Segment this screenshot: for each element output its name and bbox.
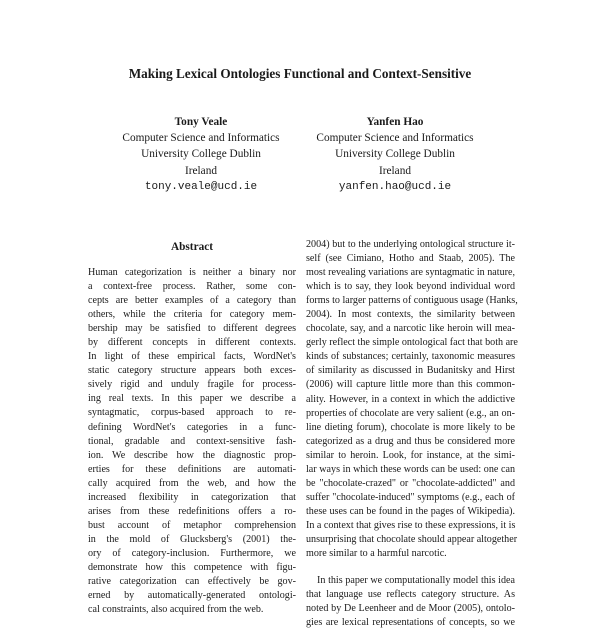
text-line: chocolate, say, and a narcotic like heroin will mea- [306, 323, 515, 335]
text-line: defining WordNet's categories in a func- [88, 421, 296, 433]
text-line: rative categorization can effectively be gov- [88, 576, 296, 588]
author-country: Ireland [185, 164, 217, 177]
text-line: bust account of metaphor comprehension [88, 519, 296, 531]
text-line: bership may be satisfied to different degrees [88, 323, 296, 335]
text-line: more similar to a harmful narcotic. [306, 548, 447, 560]
text-line: cally acquired from the web, and how the [88, 477, 296, 489]
text-line: 2004). In most contexts, the similarity between [306, 309, 515, 321]
text-line: noted by De Leenheer and de Moor (2005), ontolo- [306, 603, 515, 615]
text-line: kinds of substances; certainly, taxonomic measures [306, 351, 515, 363]
text-line: syntagmatic, corpus-based approach to re- [88, 407, 296, 419]
text-line: line dieting forum), chocolate is more likely to be [306, 421, 515, 433]
text-line: ality. However, in a context in which the addictive [306, 393, 515, 405]
author-name: Tony Veale [174, 116, 228, 128]
text-line: erned by automatically-generated ontologi- [88, 590, 296, 602]
text-line: In this paper we computationally model this idea [317, 575, 515, 587]
text-line: (2006) will capture little more than this common- [306, 379, 515, 391]
text-line: sively rigid and unduly fragile for process- [88, 379, 296, 391]
text-line: increased flexibility in categorization that [88, 491, 296, 503]
abstract-heading: Abstract [170, 241, 214, 253]
text-line: arises from these redefinitions offers a ro- [88, 505, 296, 517]
author-email: tony.veale@ucd.ie [144, 180, 258, 193]
text-line: cal constraints, also acquired from the web. [88, 604, 264, 616]
author-university: University College Dublin [335, 148, 455, 161]
text-line: Human categorization is neither a binary nor [88, 267, 296, 278]
text-line: forms to larger patterns of contiguous usage (Hanks, [306, 295, 518, 307]
text-line: properties of chocolate are very salient (e.g., an on- [306, 407, 515, 419]
text-line: gerly reflect the simple ontological fact that both are [306, 337, 518, 349]
author-block [96, 114, 306, 195]
text-line: ory of category-inclusion. Furthermore, we [88, 547, 296, 559]
text-line: ing real texts. In this paper we describe a [88, 393, 296, 405]
text-line: In a context that gives rise to these expressions, it is [306, 519, 516, 531]
author-country: Ireland [379, 164, 411, 177]
text-line: that language use reflects category structure. As [306, 589, 515, 601]
author-affiliation: Computer Science and Informatics [316, 132, 474, 145]
text-line: ion. We describe how the diagnostic prop- [88, 449, 296, 461]
author-university: University College Dublin [141, 148, 261, 161]
text-line: be "chocolate-crazed" or "chocolate-addicted" and [306, 477, 515, 489]
text-line: similar to heroin. Look, for instance, at the simi- [306, 449, 515, 461]
abstract-body [88, 266, 296, 617]
text-line: a context-free process. Rather, some con- [88, 281, 296, 293]
paper-title: Making Lexical Ontologies Functional and Context-Sensitive [128, 66, 472, 81]
author-affiliation: Computer Science and Informatics [122, 132, 280, 145]
text-line: cepts are better examples of a category than [88, 295, 296, 307]
text-line: these uses can be found in the pages of Wikipedia). [306, 505, 515, 517]
body-text-column [306, 238, 518, 630]
text-line: categorized as a drug and thus be considered more [306, 435, 515, 447]
text-line: by different concepts in different contexts. [88, 337, 296, 349]
text-line: of similarity as discussed in Budanitsky and Hirst [306, 365, 515, 377]
paragraph-gap [306, 561, 515, 574]
text-line: erties for these definitions are automati- [88, 463, 296, 475]
author-name: Yanfen Hao [366, 116, 424, 128]
text-line: 2004) but to the underlying ontological structure it- [306, 239, 515, 250]
text-line: unsurprising that chocolate should appear altogether [306, 533, 518, 545]
text-line: demonstrate how this competence with figu- [88, 561, 296, 573]
text-line: in the mold of Glucksberg's (2001) the- [88, 533, 296, 545]
text-line: others, while the criteria for category mem- [88, 309, 296, 321]
text-line: static category structure appears both exces- [88, 365, 296, 377]
text-line: most revealing variations are syntagmatic in nature, [306, 267, 515, 279]
text-line: In light of these empirical facts, WordNet's [88, 351, 296, 363]
text-line: gies are lexical representations of concepts, so we [306, 617, 515, 629]
author-email: yanfen.hao@ucd.ie [338, 180, 452, 193]
text-line: tional, gradable and context-sensitive fash- [88, 435, 296, 447]
text-line: lar ways in which these words can be used: one can [306, 463, 515, 475]
author-block [290, 114, 500, 195]
text-line: which is to say, they look beyond individual word [306, 281, 515, 293]
text-line: self (see Cimiano, Hotho and Staab, 2005). The [306, 253, 515, 265]
text-line: suffer "chocolate-induced" symptoms (e.g., each of [306, 491, 515, 503]
